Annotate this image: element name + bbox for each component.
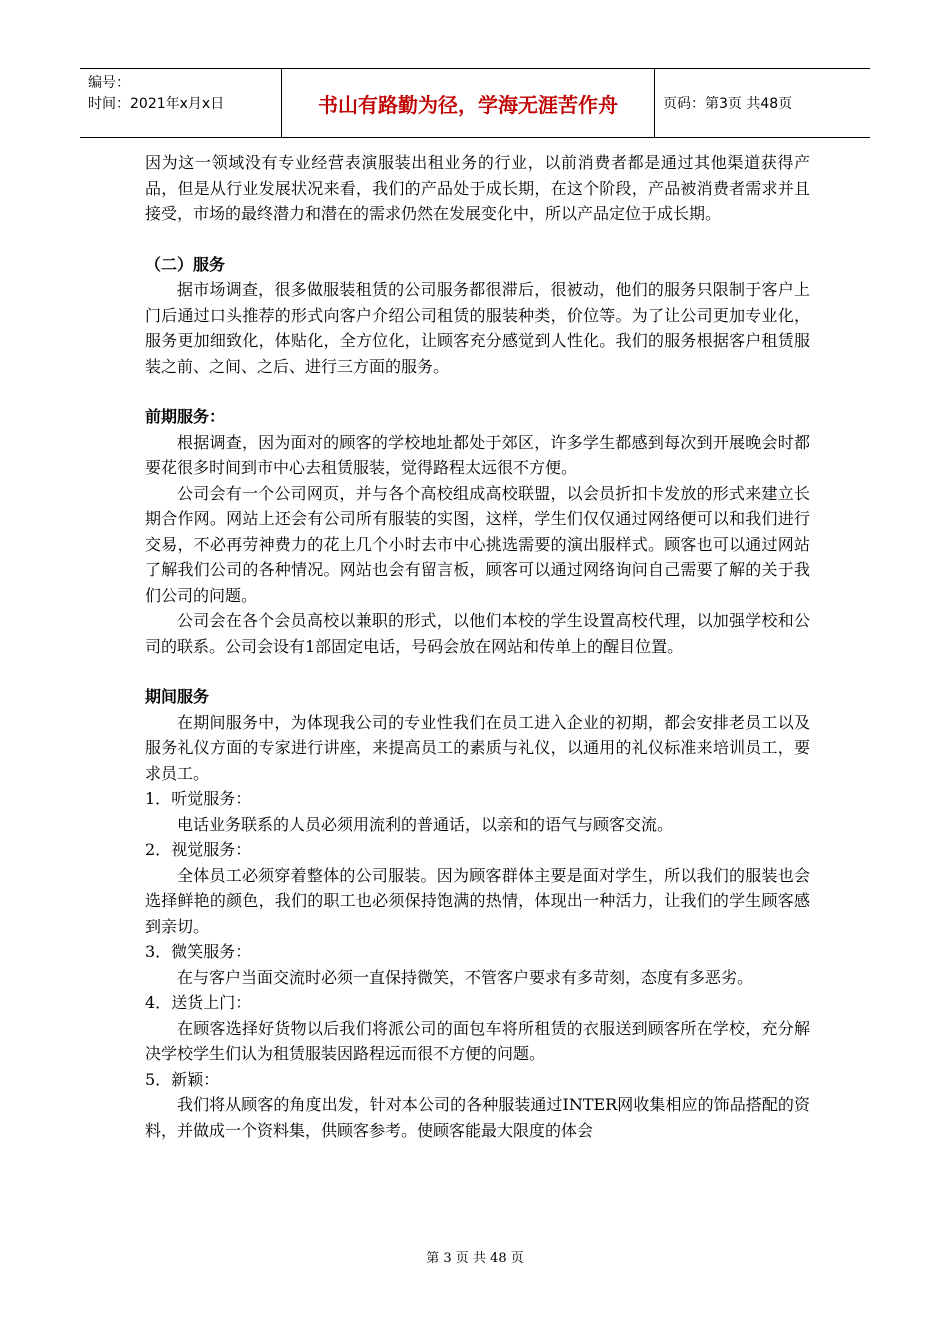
header-page-label: 页码：第3页 共48页 [663, 96, 793, 112]
list-item-heading: 送货上门： [171, 993, 252, 1012]
list-item-number: 1． [145, 789, 172, 808]
list-item-heading: 听觉服务： [171, 789, 252, 808]
list-item-title [145, 1067, 810, 1093]
paragraph-during: 在期间服务中，为体现我公司的专业性我们在员工进入企业的初期，都会安排老员工以及服务礼仪方面的专家进行讲座，来提高员工的素质与礼仪，以通用的礼仪标准来培训员工，要求员工。 [145, 712, 810, 783]
list-item-title [145, 786, 810, 812]
list-item-title [145, 990, 810, 1016]
list-item-text: 我们将从顾客的角度出发，针对本公司的各种服装通过INTER网收集相应的饰品搭配的资料，并做成一个资料集，供顾客参考。使顾客能最大限度的体会 [145, 1095, 810, 1140]
header-meta [80, 69, 282, 137]
page-header [80, 68, 870, 138]
paragraph-pre-1: 根据调查，因为面对的顾客的学校地址都处于郊区，许多学生都感到每次到开展晚会时都要花很多时间到市中心去租赁服装，觉得路程太远很不方便。 [145, 432, 810, 477]
header-time-label: 时间：2021年x月x日 [88, 96, 225, 112]
heading-during-service: 期间服务 [145, 687, 210, 706]
list-item-number: 2． [145, 840, 172, 859]
list-item-heading: 视觉服务： [171, 840, 252, 859]
header-motto: 书山有路勤为径，学海无涯苦作舟 [282, 69, 655, 137]
list-item-text: 电话业务联系的人员必须用流利的普通话，以亲和的语气与顾客交流。 [177, 814, 674, 834]
paragraph-service: 据市场调查，很多做服装租赁的公司服务都很滞后，很被动，他们的服务只限制于客户上门后通过口头推荐的形式向客户介绍公司租赁的服装种类，价位等。为了让公司更加专业化，服务更加细致化，体贴化，全方位化，让顾客充分感觉到人性化。我们的服务根据客户租赁服装之前、之间、之后、进行三方面的服务。 [145, 280, 810, 376]
paragraph-pre-2: 公司会有一个公司网页，并与各个高校组成高校联盟，以会员折扣卡发放的形式来建立长期合作网。网站上还会有公司所有服装的实图，这样，学生们仅仅通过网络便可以和我们进行交易，不必再劳神费力的花上几个小时去市中心挑选需要的演出服样式。顾客也可以通过网站了解我们公司的各种情况。网站也会有留言板，顾客可以通过网络询问自己需要了解的关于我们公司的问题。 [145, 483, 810, 605]
list-item-heading: 新颖： [171, 1069, 220, 1089]
header-number-label: 编号： [88, 75, 130, 91]
list-item-title [145, 939, 810, 965]
list-item-number: 4． [145, 993, 172, 1012]
list-item-heading: 微笑服务： [171, 942, 252, 961]
list-item-text: 在与客户当面交流时必须一直保持微笑，不管客户要求有多苛刻，态度有多恶劣。 [177, 967, 754, 987]
list-item-number: 5． [145, 1069, 172, 1089]
list-item-text: 全体员工必须穿着整体的公司服装。因为顾客群体主要是面对学生，所以我们的服装也会选择鲜艳的颜色，我们的职工也必须保持饱满的热情，体现出一种活力，让我们的学生顾客感到亲切。 [145, 865, 810, 936]
list-item-text: 在顾客选择好货物以后我们将派公司的面包车将所租赁的衣服送到顾客所在学校，充分解决学校学生们认为租赁服装因路程远而很不方便的问题。 [145, 1018, 810, 1063]
list-item-number: 3． [145, 942, 172, 961]
paragraph-pre-3: 公司会在各个会员高校以兼职的形式，以他们本校的学生设置高校代理，以加强学校和公司的联系。公司会设有1部固定电话，号码会放在网站和传单上的醒目位置。 [145, 611, 810, 656]
paragraph-intro: 因为这一领域没有专业经营表演服装出租业务的行业，以前消费者都是通过其他渠道获得产品，但是从行业发展状况来看，我们的产品处于成长期，在这个阶段，产品被消费者需求并且接受，市场的最终潜力和潜在的需求仍然在发展变化中，所以产品定位于成长期。 [145, 153, 810, 223]
heading-pre-service: 前期服务： [145, 407, 226, 426]
list-item-title [145, 837, 810, 863]
heading-service: （二）服务 [145, 254, 226, 274]
page-footer: 第 3 页 共 48 页 [426, 1251, 524, 1266]
document-body [145, 150, 810, 1143]
